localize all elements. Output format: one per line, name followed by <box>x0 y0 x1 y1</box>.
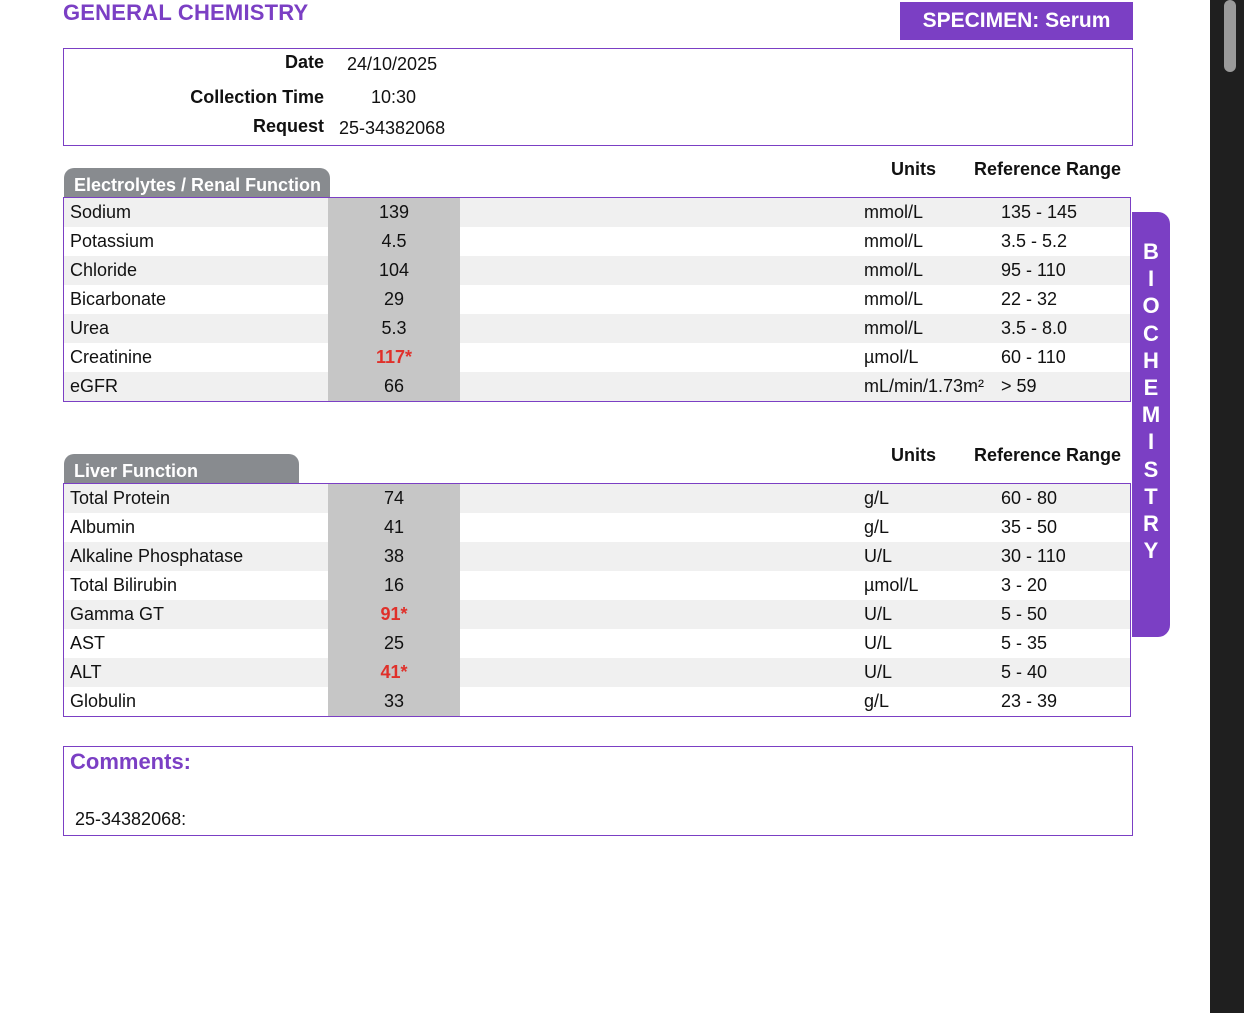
test-units: µmol/L <box>864 347 919 367</box>
test-result: 4.5 <box>381 231 407 251</box>
table-row <box>64 513 1130 542</box>
reference-range: 5 - 50 <box>1001 604 1048 624</box>
scrollbar-thumb[interactable] <box>1224 0 1236 72</box>
units-header-electrolytes: Units <box>891 159 936 179</box>
test-name: AST <box>70 633 106 653</box>
table-row <box>64 256 1130 285</box>
reference-range: 3.5 - 8.0 <box>1001 318 1068 338</box>
electrolytes-table <box>63 197 1131 402</box>
table-row <box>64 484 1130 513</box>
test-result: 117* <box>375 347 413 367</box>
test-units: mmol/L <box>864 231 924 251</box>
table-row <box>64 600 1130 629</box>
test-name: Alkaline Phosphatase <box>70 546 244 566</box>
request-label: Request <box>252 116 324 136</box>
reference-range: 95 - 110 <box>1001 260 1066 280</box>
test-result: 139 <box>378 202 410 222</box>
test-name: Total Protein <box>70 488 171 508</box>
test-result: 33 <box>383 691 405 711</box>
table-row <box>64 571 1130 600</box>
test-name: Albumin <box>70 517 136 537</box>
test-result: 104 <box>378 260 410 280</box>
reference-header-electrolytes: Reference Range <box>974 159 1122 179</box>
scrollbar-track[interactable] <box>1210 0 1244 1013</box>
reference-range: 22 - 32 <box>1001 289 1058 309</box>
table-row <box>64 198 1130 227</box>
test-name: Urea <box>70 318 110 338</box>
reference-range: 60 - 110 <box>1001 347 1066 367</box>
test-name: Creatinine <box>70 347 153 367</box>
table-row <box>64 314 1130 343</box>
test-result: 29 <box>383 289 405 309</box>
reference-range: 135 - 145 <box>1001 202 1078 222</box>
test-result: 38 <box>383 546 405 566</box>
test-result: 74 <box>383 488 405 508</box>
section-tab-liver: Liver Function <box>64 454 299 484</box>
reference-range: 5 - 35 <box>1001 633 1048 653</box>
reference-range: > 59 <box>1001 376 1037 396</box>
comments-box <box>63 746 1133 836</box>
biochemistry-side-tab <box>1132 212 1170 637</box>
test-name: Total Bilirubin <box>70 575 178 595</box>
reference-range: 23 - 39 <box>1001 691 1058 711</box>
test-result: 41* <box>380 662 408 682</box>
units-header-liver: Units <box>891 445 936 465</box>
test-name: Potassium <box>70 231 155 251</box>
date-label: Date <box>284 52 324 72</box>
reference-range: 3.5 - 5.2 <box>1001 231 1068 251</box>
test-result: 66 <box>383 376 405 396</box>
test-name: Sodium <box>70 202 132 222</box>
test-units: mmol/L <box>864 318 924 338</box>
table-row <box>64 658 1130 687</box>
test-result: 25 <box>383 633 405 653</box>
table-row <box>64 629 1130 658</box>
test-units: U/L <box>864 633 893 653</box>
request-value: 25-34382068 <box>339 118 446 138</box>
test-units: mmol/L <box>864 289 924 309</box>
test-units: U/L <box>864 662 893 682</box>
collection-time-value: 10:30 <box>371 87 417 107</box>
page-title: GENERAL CHEMISTRY <box>63 0 309 25</box>
date-value: 24/10/2025 <box>347 54 438 74</box>
table-row <box>64 542 1130 571</box>
test-units: g/L <box>864 691 890 711</box>
reference-range: 35 - 50 <box>1001 517 1058 537</box>
reference-header-liver: Reference Range <box>974 445 1122 465</box>
test-result: 16 <box>383 575 405 595</box>
section-tab-electrolytes: Electrolytes / Renal Function <box>64 168 330 198</box>
table-row <box>64 285 1130 314</box>
test-name: Globulin <box>70 691 137 711</box>
comments-text: 25-34382068: <box>75 809 187 829</box>
table-row <box>64 372 1130 401</box>
comments-title: Comments: <box>70 749 192 774</box>
test-result: 5.3 <box>381 318 407 338</box>
test-name: Bicarbonate <box>70 289 167 309</box>
table-row <box>64 343 1130 372</box>
test-units: mmol/L <box>864 260 924 280</box>
specimen-badge: SPECIMEN: Serum <box>900 2 1133 40</box>
test-name: ALT <box>70 662 102 682</box>
test-units: mL/min/1.73m² <box>864 376 985 396</box>
collection-time-label: Collection Time <box>190 87 324 107</box>
request-info-box <box>63 48 1133 146</box>
table-row <box>64 687 1130 716</box>
test-result: 41 <box>383 517 405 537</box>
test-units: µmol/L <box>864 575 919 595</box>
test-units: g/L <box>864 517 890 537</box>
liver-table <box>63 483 1131 717</box>
test-name: Chloride <box>70 260 138 280</box>
reference-range: 60 - 80 <box>1001 488 1058 508</box>
test-name: eGFR <box>70 376 119 396</box>
reference-range: 3 - 20 <box>1001 575 1048 595</box>
reference-range: 30 - 110 <box>1001 546 1066 566</box>
table-row <box>64 227 1130 256</box>
test-units: mmol/L <box>864 202 924 222</box>
test-result: 91* <box>380 604 408 624</box>
test-units: U/L <box>864 546 893 566</box>
reference-range: 5 - 40 <box>1001 662 1048 682</box>
test-units: U/L <box>864 604 893 624</box>
test-units: g/L <box>864 488 890 508</box>
test-name: Gamma GT <box>70 604 165 624</box>
biochemistry-side-label: BIOCHEMISTRY <box>1141 239 1161 564</box>
